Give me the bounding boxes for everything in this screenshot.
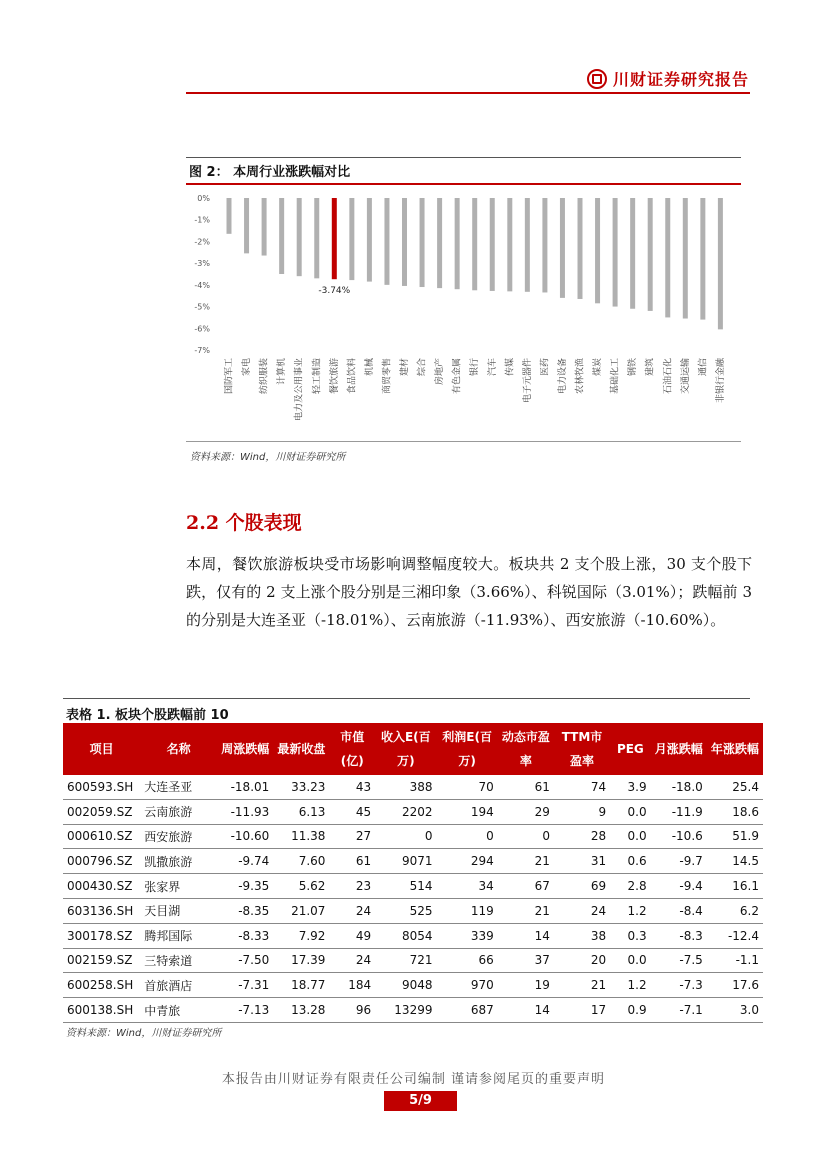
table-cell: 5.62 <box>273 874 329 899</box>
table-cell: 21 <box>498 849 554 874</box>
table-cell: 721 <box>375 948 436 973</box>
table-cell: 0 <box>375 824 436 849</box>
table-row <box>63 874 763 899</box>
table-cell: 69 <box>554 874 610 899</box>
table-row <box>63 775 763 799</box>
table-cell: 7.60 <box>273 849 329 874</box>
x-tick-label: 纺织服装 <box>259 358 270 395</box>
bar <box>578 198 583 299</box>
bar <box>367 198 372 282</box>
x-tick-label: 综合 <box>417 358 428 377</box>
table-cell: 600138.SH <box>63 998 140 1023</box>
section-title: 2.2 个股表现 <box>186 512 302 534</box>
table-cell: 19 <box>498 973 554 998</box>
table-cell: 24 <box>329 948 375 973</box>
table-cell: 首旅酒店 <box>140 973 217 998</box>
table-cell: -7.50 <box>217 948 273 973</box>
table-cell: 2.8 <box>610 874 651 899</box>
table-cell: -7.31 <box>217 973 273 998</box>
brand-header <box>587 67 749 90</box>
col-header: 年涨跌幅 <box>707 723 763 775</box>
bar <box>700 198 705 320</box>
table-cell: 20 <box>554 948 610 973</box>
x-tick-label: 医药 <box>540 358 551 377</box>
table-cell: -10.60 <box>217 824 273 849</box>
col-header: 月涨跌幅 <box>651 723 707 775</box>
table-cell: 云南旅游 <box>140 799 217 824</box>
col-header: 利润E(百万) <box>436 723 497 775</box>
y-tick-label: -3% <box>194 259 210 269</box>
col-header: 周涨跌幅 <box>217 723 273 775</box>
table-source: 资料来源：Wind，川财证券研究所 <box>66 1028 222 1039</box>
y-tick-label: -6% <box>194 324 210 334</box>
table-cell: 23 <box>329 874 375 899</box>
table-cell: -8.3 <box>651 923 707 948</box>
table-cell: 18.6 <box>707 799 763 824</box>
y-tick-label: -2% <box>194 237 210 247</box>
table-cell: 中青旅 <box>140 998 217 1023</box>
bar <box>648 198 653 311</box>
table-cell: 000430.SZ <box>63 874 140 899</box>
table-cell: 61 <box>498 775 554 799</box>
table-cell: 0.0 <box>610 948 651 973</box>
x-tick-label: 非银行金融 <box>715 358 726 404</box>
x-tick-label: 电力设备 <box>557 358 568 395</box>
figure-title: 图 2： 本周行业涨跌幅对比 <box>189 165 351 180</box>
table-cell: 119 <box>436 898 497 923</box>
table-cell: -9.35 <box>217 874 273 899</box>
table-cell: 294 <box>436 849 497 874</box>
table-cell: 34 <box>436 874 497 899</box>
table-cell: 28 <box>554 824 610 849</box>
x-tick-label: 银行 <box>470 358 481 377</box>
col-header: TTM市盈率 <box>554 723 610 775</box>
table-cell: 74 <box>554 775 610 799</box>
table-top-rule <box>63 698 750 699</box>
table-cell: 13.28 <box>273 998 329 1023</box>
table-cell: 51.9 <box>707 824 763 849</box>
table-cell: 66 <box>436 948 497 973</box>
section-paragraph: 本周，餐饮旅游板块受市场影响调整幅度较大。板块共 2 支个股上涨，30 支个股下跌，仅有的 2 支上涨个股分别是三湘印象（3.66%）、科锐国际（3.01%）；跌幅前 3 的分别是大连圣亚（-18.01%）、云南旅游（-11.93%）、西安旅游（-10.60%）。 <box>186 555 752 629</box>
table-cell: 45 <box>329 799 375 824</box>
bar <box>472 198 477 290</box>
table-cell: 9048 <box>375 973 436 998</box>
table-cell: 11.38 <box>273 824 329 849</box>
table-cell: -18.01 <box>217 775 273 799</box>
table-cell: 三特索道 <box>140 948 217 973</box>
table-cell: 25.4 <box>707 775 763 799</box>
table-cell: 49 <box>329 923 375 948</box>
table-cell: 6.13 <box>273 799 329 824</box>
bar <box>455 198 460 289</box>
bar <box>402 198 407 286</box>
table-cell: 388 <box>375 775 436 799</box>
table-cell: 514 <box>375 874 436 899</box>
table-cell: 300178.SZ <box>63 923 140 948</box>
bar <box>297 198 302 276</box>
bar <box>683 198 688 319</box>
x-tick-label: 有色金属 <box>452 358 463 395</box>
table-cell: 970 <box>436 973 497 998</box>
y-tick-label: -7% <box>194 346 210 355</box>
x-tick-label: 商贸零售 <box>382 358 393 395</box>
table-cell: 0.6 <box>610 849 651 874</box>
x-tick-label: 传媒 <box>505 358 516 377</box>
bar <box>525 198 530 292</box>
table-cell: -9.7 <box>651 849 707 874</box>
table-cell: 27 <box>329 824 375 849</box>
y-tick-label: -5% <box>194 302 210 312</box>
x-tick-label: 交通运输 <box>680 358 691 395</box>
bar <box>560 198 565 298</box>
table-cell: 9 <box>554 799 610 824</box>
figure-top-rule <box>186 157 741 158</box>
x-tick-label: 房地产 <box>435 358 446 386</box>
table-cell: -1.1 <box>707 948 763 973</box>
table-cell: 腾邦国际 <box>140 923 217 948</box>
table-cell: 21 <box>498 898 554 923</box>
x-tick-label: 计算机 <box>277 358 288 386</box>
x-tick-label: 钢铁 <box>628 358 639 377</box>
table-cell: -18.0 <box>651 775 707 799</box>
x-tick-label: 农林牧渔 <box>575 358 586 395</box>
brand-name: 川财证券研究报告 <box>612 70 749 89</box>
bar <box>420 198 425 287</box>
table-cell: 17.6 <box>707 973 763 998</box>
table-cell: 9071 <box>375 849 436 874</box>
bar <box>595 198 600 303</box>
bar <box>384 198 389 285</box>
table-cell: 525 <box>375 898 436 923</box>
table-cell: 西安旅游 <box>140 824 217 849</box>
bar <box>630 198 635 309</box>
table-cell: 21 <box>554 973 610 998</box>
bar <box>718 198 723 329</box>
figure-title-rule <box>186 183 741 185</box>
table-row <box>63 898 763 923</box>
table-cell: 14 <box>498 923 554 948</box>
col-header: 动态市盈率 <box>498 723 554 775</box>
table-cell: 大连圣亚 <box>140 775 217 799</box>
table-cell: 194 <box>436 799 497 824</box>
table-cell: 17.39 <box>273 948 329 973</box>
col-header: 市值(亿) <box>329 723 375 775</box>
page-number: 5/9 <box>384 1091 457 1111</box>
table-cell: 24 <box>329 898 375 923</box>
table-cell: 8054 <box>375 923 436 948</box>
table-cell: 3.9 <box>610 775 651 799</box>
table-cell: -7.13 <box>217 998 273 1023</box>
table-cell: 33.23 <box>273 775 329 799</box>
table-cell: 184 <box>329 973 375 998</box>
y-tick-label: 0% <box>197 194 210 203</box>
highlight-data-label: -3.74% <box>318 286 351 297</box>
bar <box>437 198 442 288</box>
table-cell: 14.5 <box>707 849 763 874</box>
col-header: 名称 <box>140 723 217 775</box>
bar <box>613 198 618 307</box>
table-row <box>63 973 763 998</box>
table-cell: 61 <box>329 849 375 874</box>
table-cell: 37 <box>498 948 554 973</box>
table-cell: -11.9 <box>651 799 707 824</box>
col-header: 收入E(百万) <box>375 723 436 775</box>
bar <box>314 198 319 278</box>
table-cell: 16.1 <box>707 874 763 899</box>
table-cell: 0.9 <box>610 998 651 1023</box>
table-cell: -8.4 <box>651 898 707 923</box>
table-cell: 13299 <box>375 998 436 1023</box>
table-cell: 67 <box>498 874 554 899</box>
table-cell: 339 <box>436 923 497 948</box>
table-cell: 687 <box>436 998 497 1023</box>
col-header: 项目 <box>63 723 140 775</box>
table-cell: -9.4 <box>651 874 707 899</box>
table-cell: 24 <box>554 898 610 923</box>
table-cell: 1.2 <box>610 973 651 998</box>
table-cell: -9.74 <box>217 849 273 874</box>
table-cell: 1.2 <box>610 898 651 923</box>
x-tick-label: 餐饮旅游 <box>329 358 340 395</box>
bar <box>349 198 354 280</box>
table-cell: 70 <box>436 775 497 799</box>
x-tick-label: 国防军工 <box>224 358 235 395</box>
table-cell: 38 <box>554 923 610 948</box>
table-cell: 000796.SZ <box>63 849 140 874</box>
table-cell: 0.3 <box>610 923 651 948</box>
table-cell: 002059.SZ <box>63 799 140 824</box>
table-cell: 603136.SH <box>63 898 140 923</box>
table-cell: -7.5 <box>651 948 707 973</box>
bar <box>490 198 495 291</box>
x-tick-label: 食品饮料 <box>347 358 358 395</box>
table-cell: 002159.SZ <box>63 948 140 973</box>
col-header: 最新收盘 <box>273 723 329 775</box>
table-row <box>63 998 763 1023</box>
table-cell: 7.92 <box>273 923 329 948</box>
table-cell: 0.0 <box>610 824 651 849</box>
table-title: 表格 1. 板块个股跌幅前 10 <box>66 708 229 723</box>
x-tick-label: 通信 <box>698 358 709 377</box>
table-cell: 600593.SH <box>63 775 140 799</box>
col-header: PEG <box>610 723 651 775</box>
table-cell: 96 <box>329 998 375 1023</box>
x-tick-label: 轻工制造 <box>312 358 323 395</box>
table-row <box>63 799 763 824</box>
stocks-table <box>63 723 763 1023</box>
bar <box>279 198 284 274</box>
table-cell: 2202 <box>375 799 436 824</box>
highlight-bar <box>332 198 337 279</box>
bar <box>262 198 267 256</box>
table-cell: 6.2 <box>707 898 763 923</box>
table-cell: 000610.SZ <box>63 824 140 849</box>
table-cell: -10.6 <box>651 824 707 849</box>
table-cell: 3.0 <box>707 998 763 1023</box>
table-cell: 18.77 <box>273 973 329 998</box>
x-tick-label: 建材 <box>400 358 410 377</box>
table-cell: 凯撒旅游 <box>140 849 217 874</box>
table-header-row <box>63 723 763 775</box>
table-cell: 天目湖 <box>140 898 217 923</box>
table-cell: -11.93 <box>217 799 273 824</box>
table-cell: 张家界 <box>140 874 217 899</box>
table-cell: 600258.SH <box>63 973 140 998</box>
table-cell: -8.35 <box>217 898 273 923</box>
table-row <box>63 824 763 849</box>
footer-disclaimer: 本报告由川财证券有限责任公司编制 谨请参阅尾页的重要声明 <box>221 1072 606 1087</box>
y-tick-label: -1% <box>194 215 210 225</box>
figure-source: 资料来源：Wind，川财证券研究所 <box>190 452 346 463</box>
x-tick-label: 机械 <box>364 358 375 377</box>
table-cell: 43 <box>329 775 375 799</box>
table-cell: 0 <box>498 824 554 849</box>
y-tick-label: -4% <box>194 280 210 290</box>
table-row <box>63 849 763 874</box>
x-tick-label: 煤炭 <box>593 358 604 377</box>
x-tick-label: 基础化工 <box>610 358 621 395</box>
bar <box>244 198 249 253</box>
table-cell: -7.1 <box>651 998 707 1023</box>
x-tick-label: 电力及公用事业 <box>294 358 305 422</box>
x-tick-label: 建筑 <box>645 358 656 377</box>
table-cell: 21.07 <box>273 898 329 923</box>
x-tick-label: 汽车 <box>487 358 498 377</box>
bar <box>507 198 512 291</box>
x-tick-label: 家电 <box>242 358 253 377</box>
table-cell: -8.33 <box>217 923 273 948</box>
table-row <box>63 948 763 973</box>
table-cell: 14 <box>498 998 554 1023</box>
table-cell: 0.0 <box>610 799 651 824</box>
bar <box>665 198 670 317</box>
x-tick-label: 石油石化 <box>663 358 674 395</box>
table-cell: 0 <box>436 824 497 849</box>
table-cell: 31 <box>554 849 610 874</box>
figure-bottom-rule <box>186 441 741 442</box>
table-cell: -7.3 <box>651 973 707 998</box>
table-cell: -12.4 <box>707 923 763 948</box>
table-cell: 29 <box>498 799 554 824</box>
bar <box>542 198 547 292</box>
industry-bar-chart <box>186 186 741 441</box>
bar <box>227 198 232 234</box>
header-rule <box>186 92 750 94</box>
x-tick-label: 电子元器件 <box>522 358 533 404</box>
brand-logo-icon <box>587 69 607 89</box>
table-row <box>63 923 763 948</box>
table-cell: 17 <box>554 998 610 1023</box>
